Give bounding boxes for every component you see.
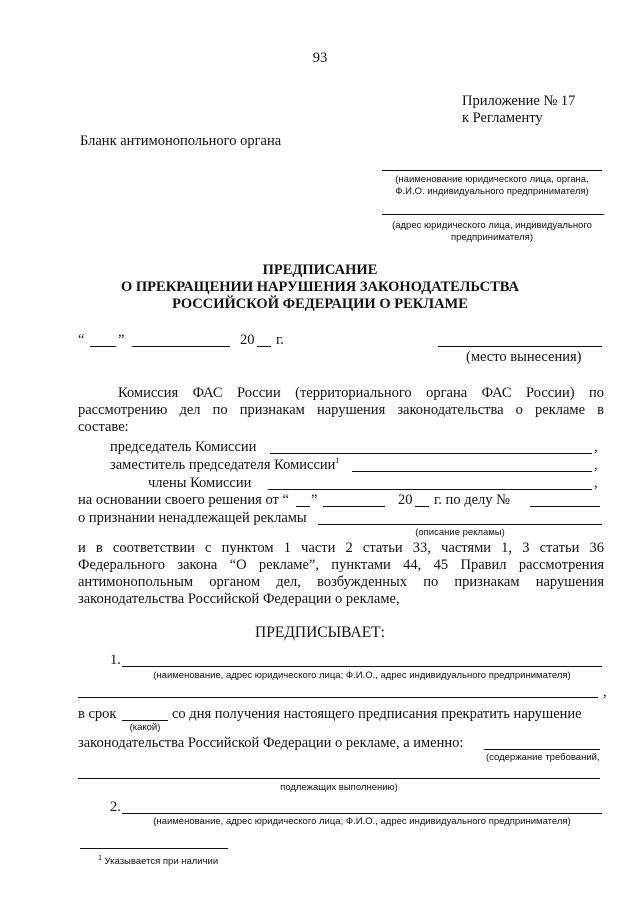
- addressee-address-line: [382, 214, 604, 215]
- deputy-line: [352, 471, 592, 472]
- para2-line-4: законодательства Российской Федерации о рекламе,: [78, 591, 400, 607]
- para1-line-2: рассмотрению дел по признакам нарушения законодательства о рекламе в: [78, 402, 604, 418]
- members-line: [268, 489, 592, 490]
- place-caption: (место вынесения): [466, 349, 582, 365]
- item-2-name-line: [122, 813, 602, 814]
- page-number: 93: [312, 50, 328, 66]
- place-line: [438, 346, 602, 347]
- para2-line-3: антимонопольным органом дел, возбужденных по признакам нарушения: [78, 574, 604, 590]
- item-1-name-line: [122, 666, 602, 667]
- date-year-suffix: г.: [276, 332, 284, 348]
- requirements-caption-1: (содержание требований,: [486, 752, 600, 763]
- item-2-number: 2.: [110, 799, 121, 815]
- basis-case-label: г. по делу №: [434, 492, 510, 508]
- law-text: законодательства Российской Федерации о рекламе, а именно:: [78, 735, 464, 751]
- deputy-label: заместитель председателя Комиссии$^1$: [110, 456, 340, 473]
- basis-year-prefix: 20: [398, 492, 413, 508]
- date-day-line: [90, 346, 116, 347]
- requirements-caption-2: подлежащих выполнению): [280, 782, 398, 793]
- date-year-prefix: 20: [240, 332, 255, 348]
- term-caption: (какой): [129, 722, 161, 733]
- addressee-name-line: [382, 170, 602, 171]
- item-1-number: 1.: [110, 652, 121, 668]
- members-label: члены Комиссии: [148, 475, 252, 491]
- title-line-3: РОССИЙСКОЙ ФЕДЕРАЦИИ О РЕКЛАМЕ: [172, 296, 468, 312]
- requirements-line: [484, 749, 600, 750]
- addressee-name-caption-1: (наименование юридического лица, органа,: [395, 174, 589, 185]
- date-month-line: [132, 346, 230, 347]
- term-line: [122, 720, 168, 721]
- date-quote-close: ”: [118, 332, 125, 348]
- title-line-1: ПРЕДПИСАНИЕ: [262, 262, 378, 278]
- appendix-line-2: к Регламенту: [462, 110, 543, 126]
- para2-line-1: и в соответствии с пунктом 1 части 2 статьи 33, частями 1, 3 статьи 36: [78, 540, 604, 556]
- prescribes-heading: ПРЕДПИСЫВАЕТ:: [255, 624, 385, 641]
- date-year-line: [257, 346, 271, 347]
- blank-label: Бланк антимонопольного органа: [80, 133, 282, 149]
- item-1-comma: ,: [603, 684, 607, 700]
- para1-line-3: составе:: [78, 419, 129, 435]
- addressee-address-caption-2: предпринимателя): [450, 232, 533, 243]
- basis-month-line: [323, 506, 385, 507]
- footnote-text: $^1$ Указывается при наличии: [98, 854, 219, 867]
- para2-line-2: Федерального закона “О рекламе”, пунктами 44, 45 Правил рассмотрения: [78, 557, 604, 573]
- basis-text: на основании своего решения от “: [78, 492, 289, 508]
- footnote-mark: 1: [335, 456, 340, 466]
- item-1-caption: (наименование, адрес юридического лица; Ф.И.О., адрес индивидуального предпринимателя): [153, 670, 571, 681]
- requirements-line-2: [78, 778, 600, 779]
- ad-description-caption: (описание рекламы): [415, 527, 505, 538]
- term-prefix: в срок: [78, 706, 117, 722]
- basis-quote-close: ”: [311, 492, 318, 508]
- footnote-separator: [80, 848, 228, 849]
- recognition-label: о признании ненадлежащей рекламы: [78, 510, 307, 526]
- title-line-2: О ПРЕКРАЩЕНИИ НАРУШЕНИЯ ЗАКОНОДАТЕЛЬСТВА: [120, 279, 519, 295]
- basis-day-line: [296, 506, 310, 507]
- item-2-caption: (наименование, адрес юридического лица; Ф.И.О., адрес индивидуального предпринимателя): [153, 816, 571, 827]
- addressee-name-caption-2: Ф.И.О. индивидуального предпринимателя): [395, 186, 589, 197]
- date-quote-open: “: [78, 332, 85, 348]
- item-1-address-line: [78, 697, 598, 698]
- chairman-line: [270, 453, 592, 454]
- chairman-label: председатель Комиссии: [110, 439, 257, 455]
- para1-line-1: Комиссия ФАС России (территориального органа ФАС России) по: [118, 385, 604, 401]
- term-suffix: со дня получения настоящего предписания прекратить нарушение: [172, 706, 582, 722]
- addressee-address-caption-1: (адрес юридического лица, индивидуального: [392, 220, 592, 231]
- ad-description-line: [318, 524, 602, 525]
- appendix-line-1: Приложение № 17: [462, 93, 576, 109]
- basis-year-line: [415, 506, 429, 507]
- case-number-line: [530, 506, 600, 507]
